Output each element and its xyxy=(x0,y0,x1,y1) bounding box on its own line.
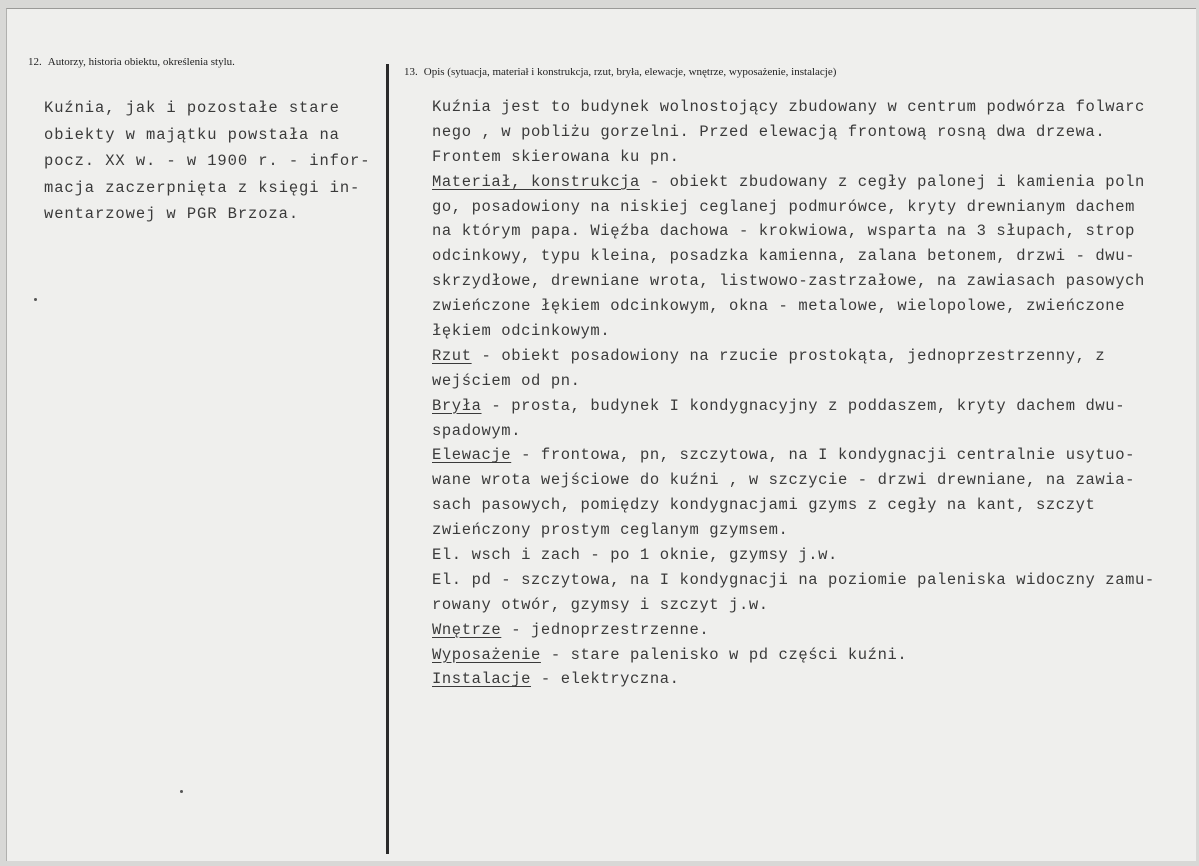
description-text: zwieńczony prostym ceglanym gzymsem. xyxy=(432,521,789,540)
description-text: wane wrota wejściowe do kuźni , w szczycie - drzwi drewniane, na zawia- xyxy=(432,471,1136,490)
description-text-line xyxy=(432,319,1192,344)
description-text: go, posadowiony na niskiej ceglanej podmurówce, kryty drewnianym dachem xyxy=(432,197,1136,216)
description-text-line xyxy=(432,170,1192,195)
section-heading-underlined: Rzut xyxy=(432,346,472,365)
history-text-line: obiekty w majątku powstała na xyxy=(44,125,340,144)
description-text-line xyxy=(432,344,1192,369)
description-text-line xyxy=(432,518,1192,543)
description-text-line xyxy=(432,443,1192,468)
section-13-header xyxy=(404,66,836,78)
description-text-line xyxy=(432,394,1192,419)
description-text: wejściem od pn. xyxy=(432,371,581,390)
column-divider xyxy=(386,64,389,854)
description-text-line xyxy=(432,468,1192,493)
description-text: zwieńczone łękiem odcinkowym, okna - metalowe, wielopolowe, zwieńczone xyxy=(432,297,1126,316)
section-13-number: 13. xyxy=(404,66,418,78)
description-text: El. wsch i zach - po 1 oknie, gzymsy j.w. xyxy=(432,546,838,565)
description-text: łękiem odcinkowym. xyxy=(432,322,611,341)
description-text-line xyxy=(432,95,1192,120)
description-text: - obiekt zbudowany z cegły palonej i kamienia poln xyxy=(639,172,1145,191)
description-text: Frontem skierowana ku pn. xyxy=(432,147,680,166)
description-text-line xyxy=(432,593,1192,618)
description-text: - jednoprzestrzenne. xyxy=(501,620,710,639)
description-text: sach pasowych, pomiędzy kondygnacjami gzyms z cegły na kant, szczyt xyxy=(432,496,1096,515)
description-text-line xyxy=(432,568,1192,593)
description-text: nego , w pobliżu gorzelni. Przed elewacją frontową rosną dwa drzewa. xyxy=(432,122,1106,141)
section-12-title: Autorzy, historia obiektu, określenia stylu. xyxy=(47,56,235,68)
description-text-column xyxy=(432,95,1192,692)
description-text: - obiekt posadowiony na rzucie prostokąta, jednoprzestrzenny, z xyxy=(471,346,1106,365)
description-text-line xyxy=(432,543,1192,568)
description-text-line xyxy=(432,294,1192,319)
description-text-line xyxy=(432,120,1192,145)
section-heading-underlined: Bryła xyxy=(432,396,482,415)
description-text: rowany otwór, gzymsy i szczyt j.w. xyxy=(432,595,769,614)
description-text: - prosta, budynek I kondygnacyjny z poddaszem, kryty dachem dwu- xyxy=(481,396,1126,415)
section-heading-underlined: Wnętrze xyxy=(432,620,502,639)
section-heading-underlined: Materiał, konstrukcja xyxy=(432,172,640,191)
description-text-line xyxy=(432,269,1192,294)
paper-speck xyxy=(34,298,37,301)
description-text: spadowym. xyxy=(432,421,522,440)
section-heading-underlined: Instalacje xyxy=(432,670,532,689)
section-heading-underlined: Elewacje xyxy=(432,446,512,465)
description-text: skrzydłowe, drewniane wrota, listwowo-zastrzałowe, na zawiasach pasowych xyxy=(432,272,1145,291)
section-heading-underlined: Wyposażenie xyxy=(432,645,541,664)
description-text-line xyxy=(432,145,1192,170)
description-text-line xyxy=(432,369,1192,394)
description-text: - frontowa, pn, szczytowa, na I kondygnacji centralnie usytuo- xyxy=(511,446,1136,465)
paper-speck xyxy=(180,790,183,793)
description-text: Kuźnia jest to budynek wolnostojący zbudowany w centrum podwórza folwarc xyxy=(432,98,1145,116)
section-12-header xyxy=(28,56,235,68)
description-text: na którym papa. Więźba dachowa - krokwiowa, wsparta na 3 słupach, strop xyxy=(432,222,1136,241)
description-text-line xyxy=(432,667,1192,692)
section-13-title: Opis (sytuacja, materiał i konstrukcja, rzut, bryła, elewacje, wnętrze, wyposażenie, instalacje) xyxy=(423,66,837,78)
description-text-line xyxy=(432,244,1192,269)
history-text-column xyxy=(44,95,374,228)
description-text-line xyxy=(432,195,1192,220)
description-text: El. pd - szczytowa, na I kondygnacji na poziomie paleniska widoczny zamu- xyxy=(432,570,1155,589)
history-text-line: macja zaczerpnięta z księgi in- xyxy=(44,178,361,197)
description-text: odcinkowy, typu kleina, posadzka kamienna, zalana betonem, drzwi - dwu- xyxy=(432,247,1136,266)
description-text-line xyxy=(432,219,1192,244)
description-text-line xyxy=(432,493,1192,518)
description-text: - stare palenisko w pd części kuźni. xyxy=(540,645,908,664)
history-text-line: Kuźnia, jak i pozostałe stare xyxy=(44,99,340,117)
history-text-line: pocz. XX w. - w 1900 r. - infor- xyxy=(44,152,371,170)
description-text-line xyxy=(432,618,1192,643)
description-text-line xyxy=(432,419,1192,444)
description-text-line xyxy=(432,643,1192,668)
description-text: - elektryczna. xyxy=(531,670,680,689)
history-text-line: wentarzowej w PGR Brzoza. xyxy=(44,205,300,223)
section-12-number: 12. xyxy=(28,56,42,68)
